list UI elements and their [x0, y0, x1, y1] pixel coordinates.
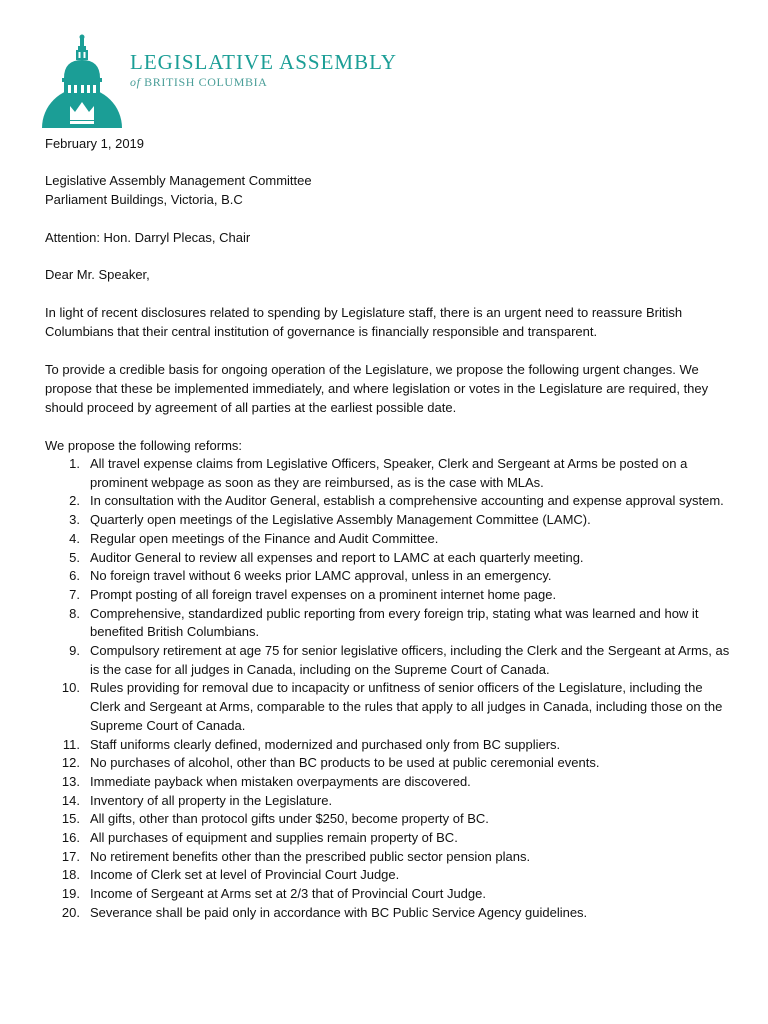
list-item-number: 1.	[69, 456, 80, 471]
list-item-text: Income of Clerk set at level of Provincial Court Judge.	[90, 867, 400, 883]
list-item	[45, 679, 735, 735]
list-item-number: 15.	[61, 811, 80, 827]
list-item	[45, 736, 735, 755]
list-item-text: All gifts, other than protocol gifts under $250, become property of BC.	[90, 811, 489, 827]
recipient-block	[45, 171, 735, 209]
list-item	[45, 530, 735, 549]
list-item	[45, 773, 735, 792]
assembly-of: of	[130, 75, 141, 89]
list-item-number: 9.	[69, 643, 80, 659]
list-item-number: 18.	[61, 867, 80, 883]
list-item	[45, 810, 735, 829]
list-item	[45, 549, 735, 568]
list-item-text: Compulsory retirement at age 75 for senior legislative officers, including the Clerk and the Sergeant at Arms, as is the case for all judges in Canada, including on the Supreme Court of Canada.	[90, 643, 730, 677]
list-item-text: Quarterly open meetings of the Legislative Assembly Management Committee (LAMC).	[90, 512, 591, 528]
list-item	[45, 904, 735, 923]
list-item	[45, 754, 735, 773]
list-item-number: 11.	[62, 736, 80, 752]
reforms-intro: We propose the following reforms:	[45, 438, 243, 453]
list-item-text: In consultation with the Auditor General, establish a comprehensive accounting and expense approval system.	[90, 493, 724, 509]
letter-date: February 1, 2019	[45, 136, 145, 151]
legislature-dome-logo-icon	[40, 34, 126, 130]
list-item-text: Severance shall be paid only in accordance with BC Public Service Agency guidelines.	[90, 904, 588, 920]
list-item-number: 16.	[61, 830, 80, 846]
reforms-list	[45, 455, 735, 923]
list-item	[45, 848, 735, 867]
list-item-number: 20.	[61, 904, 80, 920]
list-item-number: 4.	[69, 530, 80, 546]
list-item	[45, 605, 735, 642]
list-item	[45, 455, 735, 492]
list-item-text: Income of Sergeant at Arms set at 2/3 that of Provincial Court Judge.	[90, 886, 486, 902]
list-item-text: Staff uniforms clearly defined, modernized and purchased only from BC suppliers.	[90, 736, 561, 752]
list-item-text: No retirement benefits other than the prescribed public sector pension plans.	[90, 848, 531, 864]
list-item	[45, 642, 735, 679]
list-item-number: 5.	[69, 549, 80, 565]
list-item-text: Immediate payback when mistaken overpayments are discovered.	[90, 773, 471, 789]
list-item-number: 7.	[69, 586, 80, 602]
assembly-name: LEGISLATIVE ASSEMBLY	[130, 50, 397, 74]
list-item-text: Auditor General to review all expenses and report to LAMC at each quarterly meeting.	[90, 549, 584, 565]
list-item-text: Comprehensive, standardized public reporting from every foreign trip, stating what was learned and how it benefited British Columbians.	[90, 605, 699, 640]
list-item	[45, 792, 735, 811]
list-item	[45, 567, 735, 586]
list-item-text: Inventory of all property in the Legislature.	[90, 792, 333, 808]
list-item-number: 19.	[61, 886, 80, 902]
attention-line: Attention: Hon. Darryl Plecas, Chair	[45, 230, 251, 245]
list-item-number: 12.	[61, 755, 80, 771]
list-item-number: 13.	[61, 773, 80, 789]
assembly-subtitle	[130, 75, 267, 90]
list-item-text: Regular open meetings of the Finance and Audit Committee.	[90, 530, 439, 546]
list-item-number: 8.	[69, 605, 80, 621]
assembly-province: BRITISH COLUMBIA	[144, 75, 268, 89]
list-item	[45, 885, 735, 904]
list-item-number: 3.	[69, 512, 80, 528]
list-item-number: 17.	[61, 848, 80, 864]
paragraph-proposal: To provide a credible basis for ongoing operation of the Legislature, we propose the following urgent changes. We propose that these be implemented immediately, and where legislation or votes in the Legislature are required, they should proceed by agreement of all parties at the earliest possible date.	[45, 362, 709, 415]
list-item	[45, 866, 735, 885]
list-item-number: 6.	[69, 568, 80, 584]
list-item-text: All travel expense claims from Legislative Officers, Speaker, Clerk and Sergeant at Arms be posted on a prominent webpage as soon as they are reimbursed, as is the case with MLAs.	[90, 456, 688, 490]
paragraph-intro: In light of recent disclosures related to spending by Legislature staff, there is an urgent need to reassure British Columbians that their central institution of governance is financially responsible and transparent.	[45, 305, 683, 339]
list-item-text: All purchases of equipment and supplies remain property of BC.	[90, 830, 458, 846]
letterhead	[40, 34, 400, 130]
list-item	[45, 586, 735, 605]
list-item	[45, 829, 735, 848]
list-item	[45, 511, 735, 530]
list-item-number: 14.	[61, 792, 80, 808]
list-item-text: Rules providing for removal due to incapacity or unfitness of senior officers of the Legislature, including the Clerk and Sergeant at Arms, comparable to the rules that apply to all judges in Canada, including those on the Supreme Court of Canada.	[90, 680, 723, 733]
list-item-number: 10.	[61, 680, 80, 696]
salutation: Dear Mr. Speaker,	[45, 267, 150, 282]
list-item-number: 2.	[69, 493, 80, 509]
list-item	[45, 492, 735, 511]
list-item-text: No purchases of alcohol, other than BC products to be used at public ceremonial events.	[90, 755, 600, 771]
recipient-line2: Parliament Buildings, Victoria, B.C	[45, 192, 243, 207]
list-item-text: Prompt posting of all foreign travel expenses on a prominent internet home page.	[90, 586, 557, 602]
list-item-text: No foreign travel without 6 weeks prior LAMC approval, unless in an emergency.	[90, 568, 552, 584]
recipient-line1: Legislative Assembly Management Committee	[45, 173, 312, 188]
